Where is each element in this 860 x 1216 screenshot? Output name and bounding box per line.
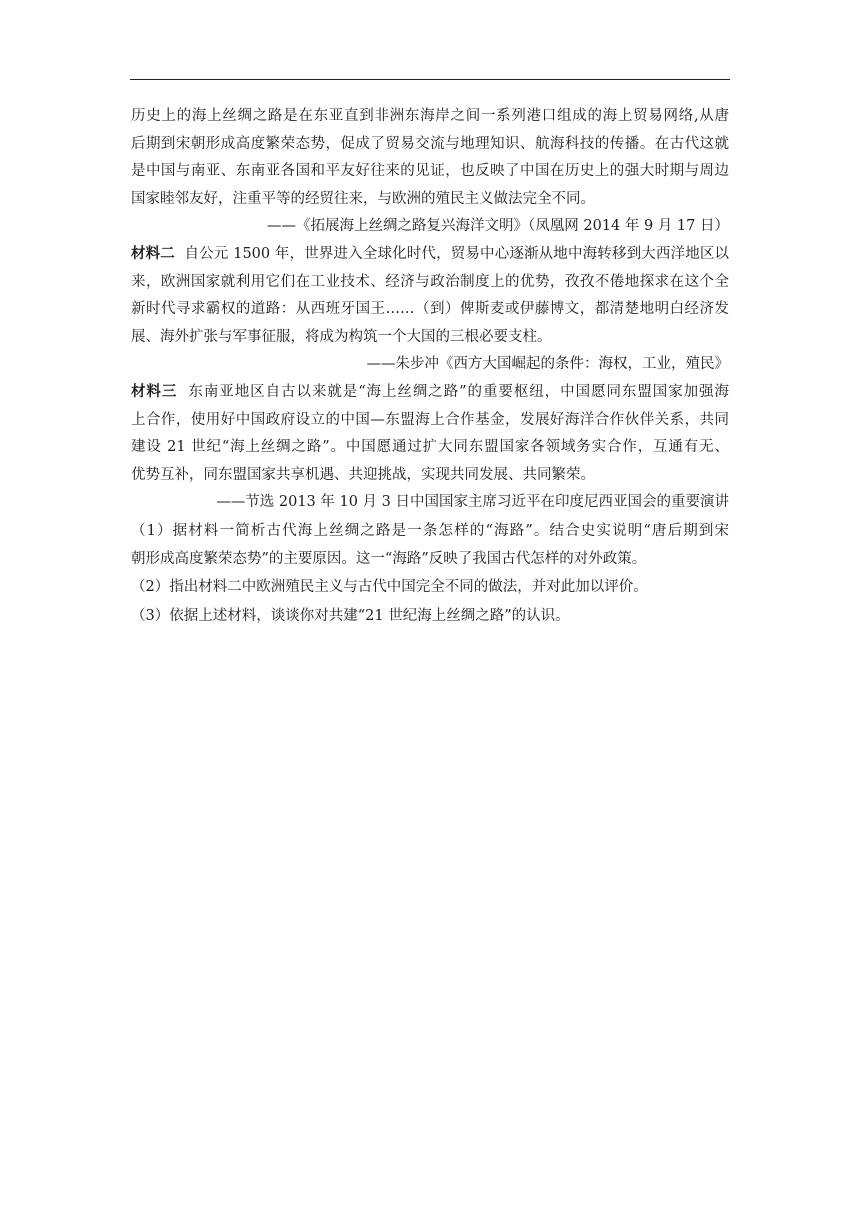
material-3-line: 优势互补，同东盟国家共享机遇、共迎挑战，实现共同发展、共同繁荣。: [131, 466, 595, 483]
material-2-line: 新时代寻求霸权的道路：从西班牙国王……（到）俾斯麦或伊藤博文，都清楚地明白经济发: [131, 301, 729, 318]
material-3-line: [131, 379, 729, 407]
material-1-source: ——《拓展海上丝绸之路复兴海洋文明》（凤凰网 2014 年 9 月 17 日）: [267, 218, 729, 235]
material-2-line: 来，欧洲国家就利用它们在工业技术、经济与政治制度上的优势，孜孜不倦地探求在这个全: [131, 273, 729, 290]
material-2-line: 展、海外扩张与军事征服，将成为构筑一个大国的三根必要支柱。: [131, 328, 552, 345]
material-1-line: 国家睦邻友好，注重平等的经贸往来，与欧洲的殖民主义做法完全不同。: [131, 190, 595, 207]
material-2-line-text: 自公元 1500 年，世界进入全球化时代，贸易中心逐渐从地中海转移到大西洋地区以: [174, 245, 729, 262]
questions: [131, 518, 729, 630]
material-1-line: 是中国与南亚、东南亚各国和平友好往来的见证，也反映了中国在历史上的强大时期与周边: [131, 163, 729, 180]
material-1: [131, 103, 729, 241]
question-3-line: （3）依据上述材料，谈谈你对共建“21 世纪海上丝绸之路”的认识。: [131, 607, 570, 624]
material-3-label: 材料三: [131, 383, 178, 400]
header-rule: [130, 79, 730, 80]
question-2-line: （2）指出材料二中欧洲殖民主义与古代中国完全不同的做法，并对此加以评价。: [131, 579, 648, 596]
material-3-line: 建设 21 世纪“海上丝绸之路”。中国愿通过扩大同东盟国家各领域务实合作，互通有无、: [131, 439, 729, 456]
material-3-source: ——节选 2013 年 10 月 3 日中国国家主席习近平在印度尼西亚国会的重要演讲: [216, 494, 729, 511]
material-3-line: 上合作，使用好中国政府设立的中国—东盟海上合作基金，发展好海洋合作伙伴关系，共同: [131, 411, 729, 428]
material-1-line: 后期到宋朝形成高度繁荣态势，促成了贸易交流与地理知识、航海科技的传播。在古代这就: [131, 135, 729, 152]
material-2-source: ——朱步冲《西方大国崛起的条件：海权，工业，殖民》: [366, 356, 729, 373]
material-2: [131, 241, 729, 379]
material-1-line: 历史上的海上丝绸之路是在东亚直到非洲东海岸之间一系列港口组成的海上贸易网络,从唐: [131, 108, 729, 124]
material-3: [131, 379, 729, 517]
document-body: [131, 103, 729, 630]
material-3-line-text: 东南亚地区自古以来就是“海上丝绸之路”的重要枢纽，中国愿同东盟国家加强海: [177, 383, 729, 400]
material-2-label: 材料二: [131, 245, 175, 262]
material-2-line: [131, 241, 729, 269]
question-1-line: （1）据材料一简析古代海上丝绸之路是一条怎样的“海路”。结合史实说明“唐后期到宋: [131, 522, 729, 539]
question-1-line: 朝形成高度繁荣态势”的主要原因。这一“海路”反映了我国古代怎样的对外政策。: [131, 550, 647, 567]
